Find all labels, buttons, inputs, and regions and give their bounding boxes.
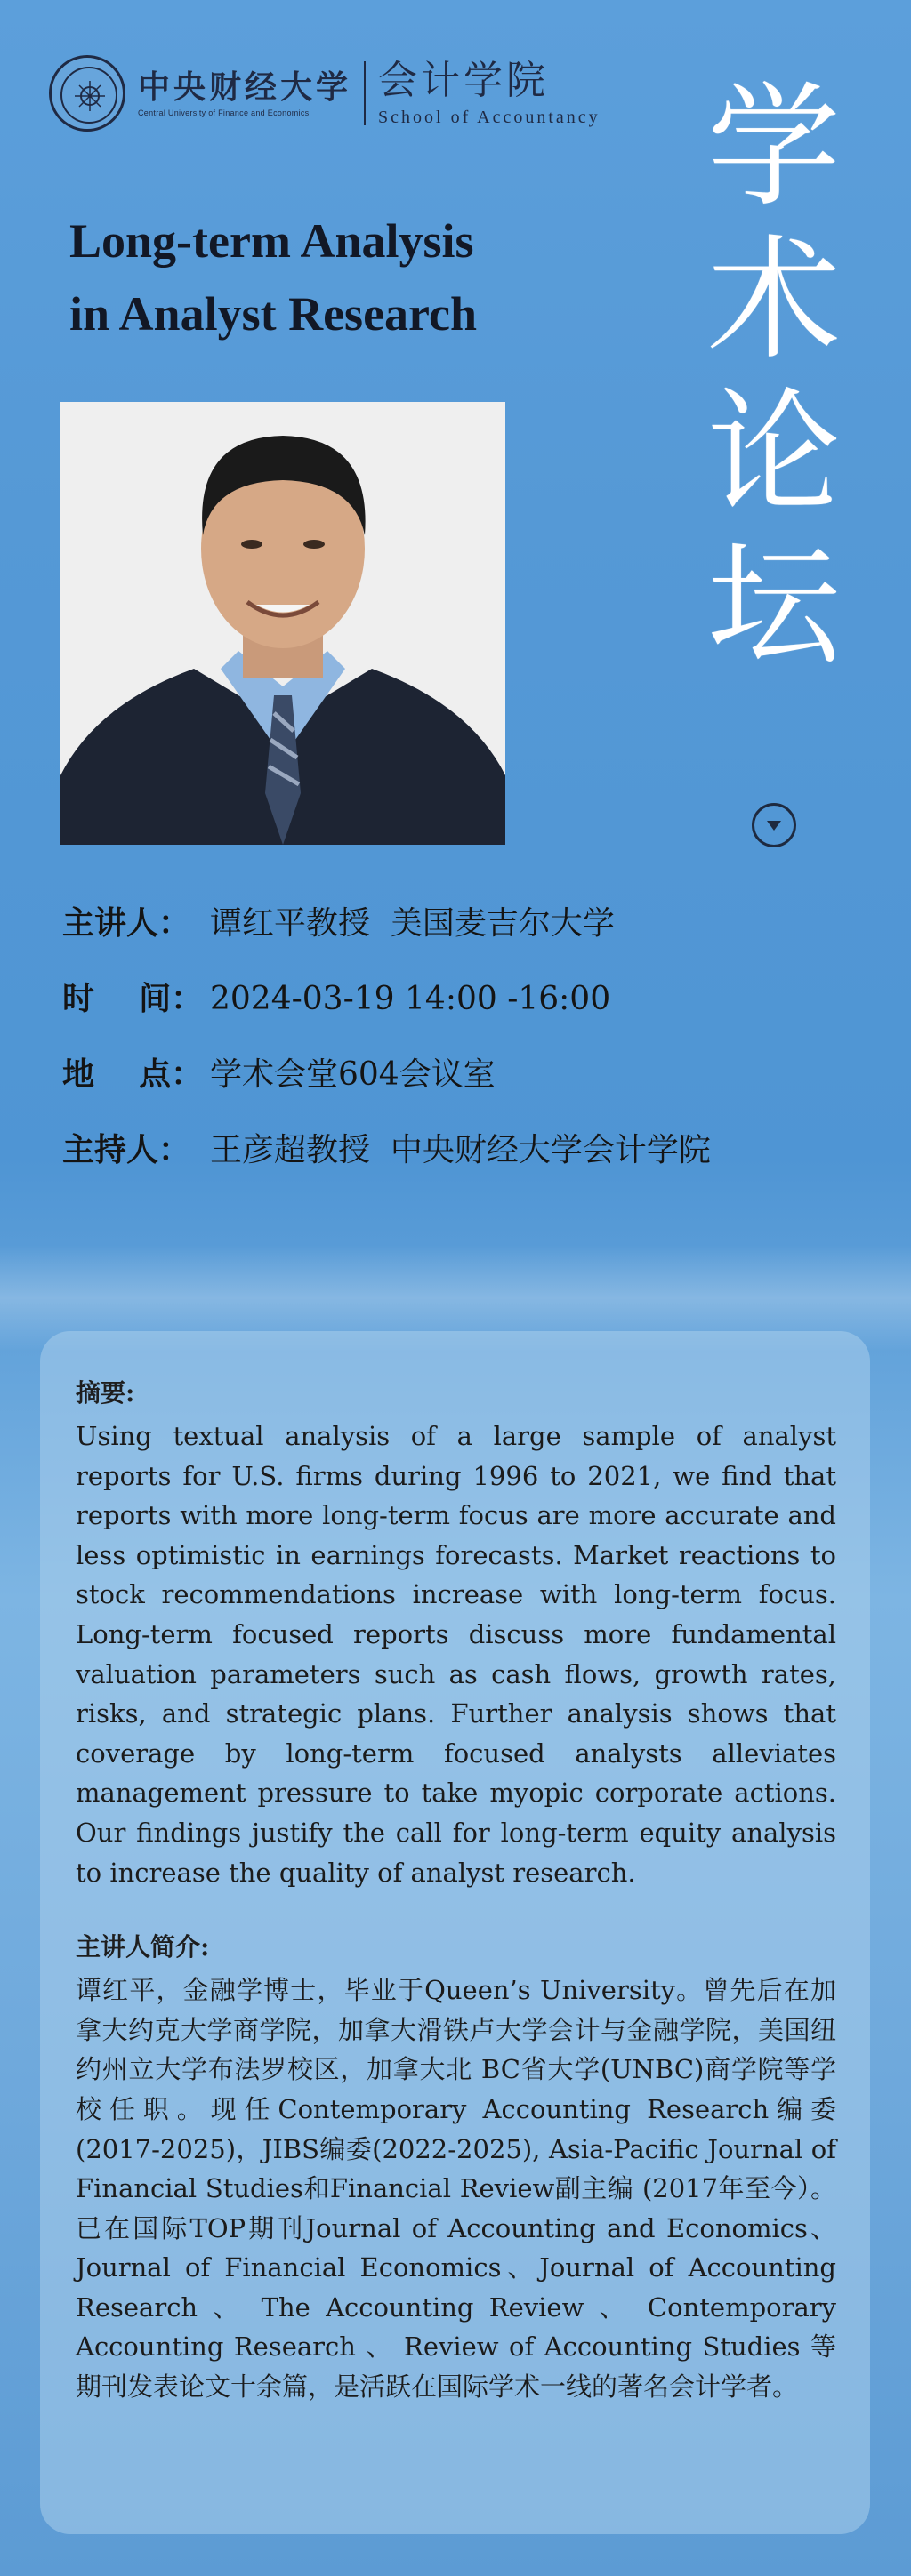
school-name-cn: 会计学院: [378, 57, 550, 103]
info-value: 学术会堂604会议室: [210, 1056, 496, 1093]
abstract-title: 摘要:: [76, 1378, 135, 1408]
lecture-title-line: in Analyst Research: [69, 287, 478, 341]
info-value: 2024-03-19 14:00 -16:00: [210, 981, 611, 1017]
school-name-en: School of Accountancy: [378, 107, 601, 127]
header-logo: [49, 55, 601, 132]
info-label: 地 点：: [62, 1055, 204, 1093]
info-label: 主持人：: [62, 1131, 191, 1168]
forum-title-char: 坛: [706, 529, 841, 684]
university-seal-icon: [49, 55, 125, 132]
info-row-speaker: [62, 898, 845, 974]
info-label: 时 间：: [62, 980, 204, 1017]
bio-body: 谭红平，金融学博士，毕业于Queen’s University。曾先后在加拿大约克大学商学院，加拿大滑铁卢大学会计与金融学院，美国纽约州立大学布法罗校区，加拿大北 BC省大学(UNBC)商学院等学校任职。现任Contemporary Accounting Research编委(2017-2025)，JIBS编委(2022-2025), Asia-Pacific Journal of Financial Studies和Financial Review副主编 (2017年至今）。已在国际TOP期刊Journal of Accounting and Economics、Journal of Financial Economics、Journal of Accounting Research 、 The Accounting Review 、 Contemporary Accounting Research 、 Review of Accounting Studies 等期刊发表论文十余篇，是活跃在国际学术一线的著名会计学者。: [76, 1975, 836, 2403]
bio-title: 主讲人简介:: [76, 1932, 210, 1962]
info-row-time: [62, 974, 845, 1049]
university-name-cn: 中央财经大学: [138, 68, 352, 106]
content-card: [40, 1331, 870, 2534]
event-info: [62, 898, 845, 1200]
logo-divider: [364, 61, 366, 125]
forum-title-char: 学: [706, 70, 841, 225]
lecture-title-line: Long-term Analysis: [69, 214, 474, 268]
forum-vertical-title: [685, 71, 863, 683]
lecture-title: [69, 205, 621, 350]
info-row-location: [62, 1049, 845, 1125]
chevron-down-icon[interactable]: [752, 803, 796, 847]
university-name-en: Central University of Finance and Economics: [138, 108, 310, 117]
abstract-body: Using textual analysis of a large sample of analyst reports for U.S. firms during 1996 to 2021, we find that reports with more long-term focus are more accurate and less optimistic in earnings forecasts. Market reactions to stock recommendations increase with long-term focus. Long-term focused reports discuss more fundamental valuation parameters such as cash flows, growth rates, risks, and strategic plans. Further analysis shows that coverage by long-term focused analysts alleviates management pressure to take myopic corporate actions. Our findings justify the call for long-term equity analysis to increase the quality of analyst research.: [76, 1421, 836, 1888]
info-label: 主讲人：: [62, 904, 191, 942]
info-value: 王彦超教授 中央财经大学会计学院: [210, 1132, 711, 1168]
info-row-host: [62, 1125, 845, 1200]
forum-title-char: 术: [706, 223, 841, 378]
forum-title-char: 论: [706, 376, 841, 531]
speaker-portrait: [60, 402, 505, 845]
info-value: 谭红平教授 美国麦吉尔大学: [210, 905, 615, 942]
